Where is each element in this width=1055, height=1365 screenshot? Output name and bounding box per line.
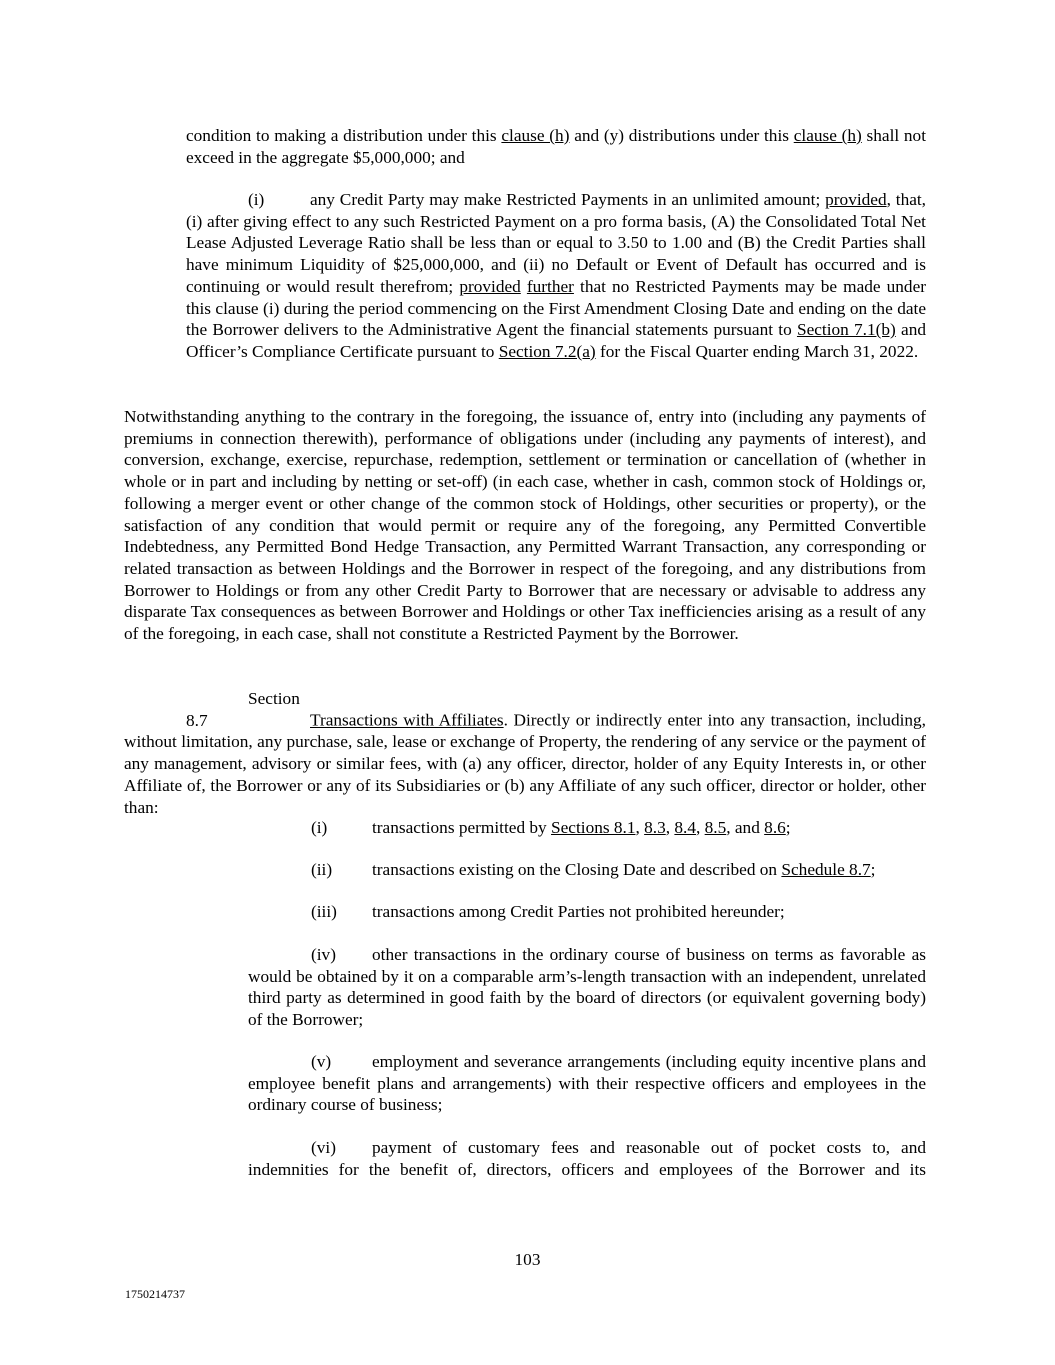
section-reference: 8.5 — [704, 818, 727, 837]
section-8-7: Section 8.7 Transactions with Affiliates. Directly or indirectly enter into any transaction, including, without limitation, any purchase, sale, lease or exchange of Property, the rendering of any service or the payment of any management, advisory or similar fees, with (a) any officer, director, holder of any Equity Interests in, or other Affiliate of, the Borrower or any of its Subsidiaries or (b) any Affiliate of any such officer, director or holder, other than: — [124, 689, 926, 817]
item-i: transactions permitted by Sections 8.1, 8.3, 8.4, 8.5, and 8.6; — [372, 818, 791, 837]
section-reference: 8.3 — [644, 818, 666, 837]
item-iv-number: (iv) — [311, 945, 336, 964]
provided-term: provided — [459, 276, 521, 296]
item-ii: transactions existing on the Closing Date and described on Schedule 8.7; — [372, 860, 876, 879]
section-reference: 8.4 — [674, 818, 696, 837]
schedule-reference: Schedule 8.7 — [781, 860, 871, 879]
item-vi-number: (vi) — [311, 1138, 336, 1157]
item-iii: transactions among Credit Parties not prohibited hereunder; — [372, 902, 785, 921]
item-iii-number: (iii) — [311, 902, 337, 921]
section-number: Section 8.7 — [186, 689, 300, 730]
document-id: 1750214737 — [125, 1287, 185, 1301]
provided-term: provided — [825, 190, 887, 209]
clause-i-number: (i) — [248, 190, 265, 209]
notwithstanding-paragraph: Notwithstanding anything to the contrary in the foregoing, the issuance of, entry into (including any payments of premiums in connection therewith), performance of obligations under (including any payments of interest), and conversion, exchange, exercise, repurchase, redemption, settlement or termination or cancellation of (whether in whole or in part and including by netting or set-off) (in each case, whether in cash, common stock of Holdings or, following a merger event or other change of the common stock of Holdings, other securities or property), or the satisfaction of any condition that would permit or require any of the foregoing, any Permitted Convertible Indebtedness, any Permitted Bond Hedge Transaction, any Permitted Warrant Transaction, any corresponding or related transaction as between Holdings and the Borrower in respect of the foregoing, and any distributions from Borrower to Holdings or from any other Credit Party to Borrower that are necessary or advisable to address any disparate Tax consequences as between Borrower and Holdings or other Tax inefficiencies arising as a result of any of the foregoing, in each case, shall not constitute a Restricted Payment by the Borrower. — [124, 407, 926, 644]
further-term: further — [526, 276, 574, 296]
clause-h-tail: condition to making a distribution under this clause (h) and (y) distributions under this clause (h) shall not exceed in the aggregate $5,000,000; and — [186, 126, 926, 167]
item-v-number: (v) — [311, 1052, 332, 1071]
section-heading: Transactions with Affiliates — [310, 710, 504, 730]
item-v: (v) employment and severance arrangements (including equity incentive plans and employee benefit plans and arrangements) with their respective officers and employees in the ordinary course of business; — [248, 1052, 926, 1115]
section-reference: Section 7.1(b) — [796, 320, 896, 340]
section-reference: Sections 8.1 — [551, 818, 636, 837]
page-number: 103 — [514, 1250, 541, 1269]
clause-h-reference: clause (h) — [501, 126, 570, 145]
item-ii-number: (ii) — [311, 860, 333, 879]
item-i-number: (i) — [311, 818, 328, 837]
item-vi: (vi) payment of customary fees and reasonable out of pocket costs to, and indemnities for the benefit of, directors, officers and employees of the Borrower and its — [248, 1138, 926, 1179]
section-reference: Section 7.2(a) — [498, 341, 596, 361]
clause-i: (i) any Credit Party may make Restricted Payments in an unlimited amount; provided, that, (i) after giving effect to any such Restricted Payment on a pro forma basis, (A) the Consolidated Total Net Lease Adjusted Leverage Ratio shall be less than or equal to 3.50 to 1.00 and (B) the Credit Parties shall have minimum Liquidity of $25,000,000, and (ii) no Default or Event of Default has occurred and is continuing or would result therefrom; provided further that no Restricted Payments may be made under this clause (i) during the period commencing on the First Amendment Closing Date and ending on the date the Borrower delivers to the Administrative Agent the financial statements pursuant to Section 7.1(b) and Officer’s Compliance Certificate pursuant to Section 7.2(a) for the Fiscal Quarter ending March 31, 2022. — [186, 190, 927, 361]
clause-h-reference: clause (h) — [793, 126, 862, 145]
section-reference: 8.6 — [764, 818, 786, 837]
item-iv: (iv) other transactions in the ordinary course of business on terms as favorable as would be obtained by it on a comparable arm’s-length transaction with an independent, unrelated third party as determined in good faith by the board of directors (or equivalent governing body) of the Borrower; — [248, 945, 926, 1030]
